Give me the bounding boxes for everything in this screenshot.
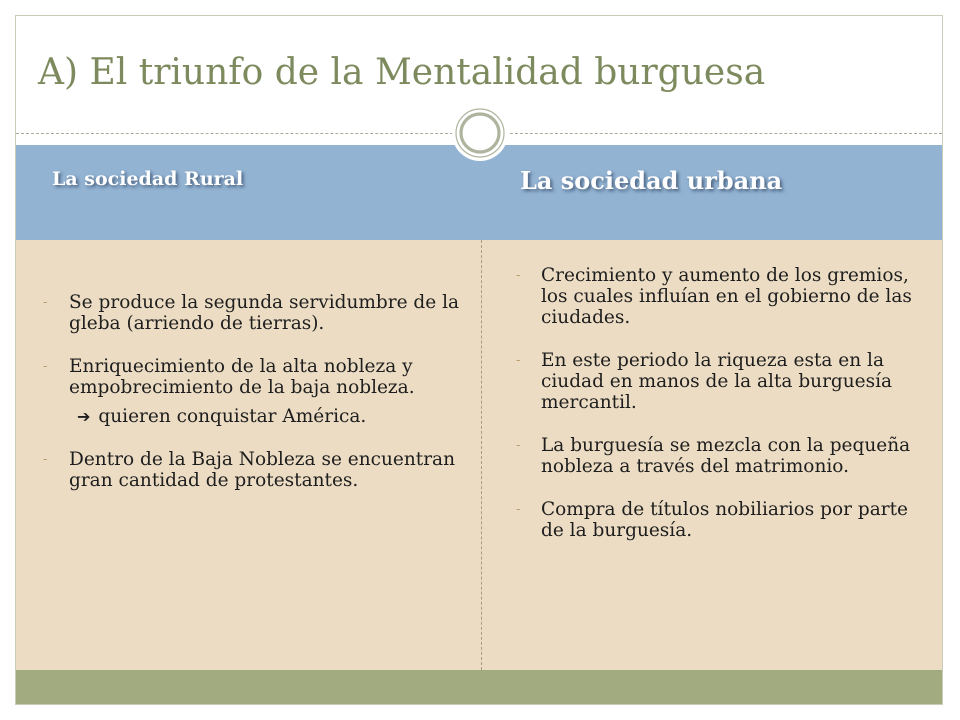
column-divider [481, 240, 482, 670]
list-item [41, 292, 471, 334]
slide-title: A) El triunfo de la Mentalidad burguesa [38, 52, 766, 93]
list-item-subline [69, 406, 471, 427]
list-item [41, 449, 471, 491]
list-item-text: La burguesía se mezcla con la pequeña nobleza a través del matrimonio. [541, 435, 911, 477]
list-item [514, 435, 919, 477]
bullet-dash: - [516, 438, 521, 453]
arrow-right-icon: ➔ [77, 407, 91, 426]
bullet-dash: - [43, 452, 48, 467]
footer-band [16, 670, 942, 704]
bullet-dash: - [43, 359, 48, 374]
list-item-text: Crecimiento y aumento de los gremios, los cuales influían en el gobierno de las ciudades. [541, 265, 912, 328]
circle-ornament-icon [451, 104, 509, 162]
heading-urban: La sociedad urbana [520, 166, 783, 195]
list-item-text: Enriquecimiento de la alta nobleza y empobrecimiento de la baja nobleza. [69, 356, 415, 398]
list-item-text: Se produce la segunda servidumbre de la gleba (arriendo de tierras). [69, 292, 460, 334]
list-item [514, 265, 919, 328]
bullet-dash: - [516, 353, 521, 368]
list-item [41, 356, 471, 427]
rural-column [41, 292, 471, 513]
list-item-text: En este periodo la riqueza esta en la ciudad en manos de la alta burguesía mercantil. [541, 350, 893, 413]
bullet-dash: - [516, 502, 521, 517]
subline-text: quieren conquistar América. [98, 406, 367, 427]
list-item-text: Compra de títulos nobiliarios por parte de la burguesía. [541, 499, 908, 541]
list-item [514, 350, 919, 413]
bullet-dash: - [43, 295, 48, 310]
bullet-dash: - [516, 268, 521, 283]
table-body [16, 240, 942, 670]
urban-column [514, 265, 919, 563]
heading-rural: La sociedad Rural [52, 167, 244, 190]
list-item [514, 499, 919, 541]
list-item-text: Dentro de la Baja Nobleza se encuentran gran cantidad de protestantes. [69, 449, 455, 491]
